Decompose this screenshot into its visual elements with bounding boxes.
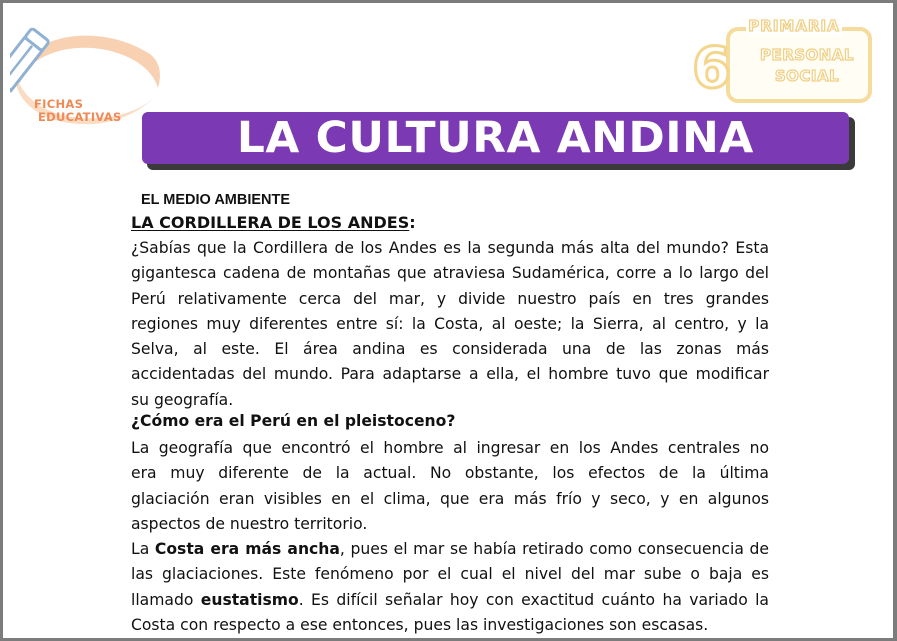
- paragraph-line: regiones muy diferentes entre sí: la Costa, al oeste; la Sierra, al centro, y la: [131, 314, 769, 333]
- paragraph-pleistoceno: [131, 436, 769, 537]
- paragraph-line: [131, 537, 769, 562]
- paragraph-costa: [131, 537, 769, 638]
- paragraph-line: era muy diferente de la actual. No obstante, los efectos de la última: [131, 464, 769, 483]
- paragraph-line: aspectos de nuestro territorio.: [131, 514, 368, 533]
- badge-subject-line2: SOCIAL: [774, 67, 840, 85]
- title-banner: [142, 112, 849, 164]
- pleistoceno-heading: ¿Cómo era el Perú en el pleistoceno?: [131, 412, 456, 430]
- logo-text-line2: EDUCATIVAS: [38, 110, 122, 124]
- paragraph-line: ¿Sabías que la Cordillera de los Andes es la segunda más alta del mundo? Esta: [131, 239, 769, 257]
- page-title: LA CULTURA ANDINA: [237, 113, 754, 163]
- badge-frame: [726, 27, 872, 103]
- paragraph-line: su geografía.: [131, 390, 234, 409]
- paragraph-line: [131, 588, 769, 613]
- paragraph-line: gigantesca cadena de montañas que atraviesa Sudamérica, corre a lo largo del: [131, 264, 769, 283]
- bold-term-eustatismo: eustatismo: [200, 590, 299, 609]
- section-heading-suffix: :: [409, 213, 416, 232]
- text-run: La: [131, 540, 155, 558]
- badge-grade-number: 6: [692, 36, 731, 101]
- section-label: EL MEDIO AMBIENTE: [141, 192, 291, 208]
- paragraph-line: Perú relativamente cerca del mar, y divide nuestro país en tres grandes: [131, 289, 769, 308]
- text-run: llamado: [131, 590, 201, 609]
- paragraph-line: Selva, al este. El área andina es considerada una de las zonas más: [131, 340, 769, 359]
- paragraph-line: las glaciaciones. Este fenómeno por el cual el nivel del mar sube o baja es: [131, 565, 769, 584]
- paragraph-cordillera: [131, 236, 769, 413]
- bold-term-costa: Costa era más ancha: [154, 540, 340, 558]
- grade-badge: [690, 15, 875, 107]
- text-run: , pues el mar se había retirado como consecuencia de: [339, 540, 769, 558]
- paragraph-line: La geografía que encontró el hombre al ingresar en los Andes centrales no: [131, 439, 769, 457]
- paragraph-line: glaciación eran visibles en el clima, que era más frío y seco, y en algunos: [131, 489, 769, 508]
- section-heading-text: LA CORDILLERA DE LOS ANDES: [131, 213, 410, 232]
- logo-text-line1: FICHAS: [34, 97, 84, 111]
- badge-subject-line1: PERSONAL: [759, 46, 855, 64]
- badge-level-label: PRIMARIA: [746, 17, 842, 35]
- text-run: . Es difícil señalar hoy con exactitud cuánto ha variado la: [298, 590, 769, 609]
- paragraph-line: accidentadas del mundo. Para adaptarse a ella, el hombre tuvo que modificar: [131, 365, 769, 384]
- section-heading: [131, 212, 416, 234]
- paragraph-line: Costa con respecto a ese entonces, pues las investigaciones son escasas.: [131, 615, 709, 634]
